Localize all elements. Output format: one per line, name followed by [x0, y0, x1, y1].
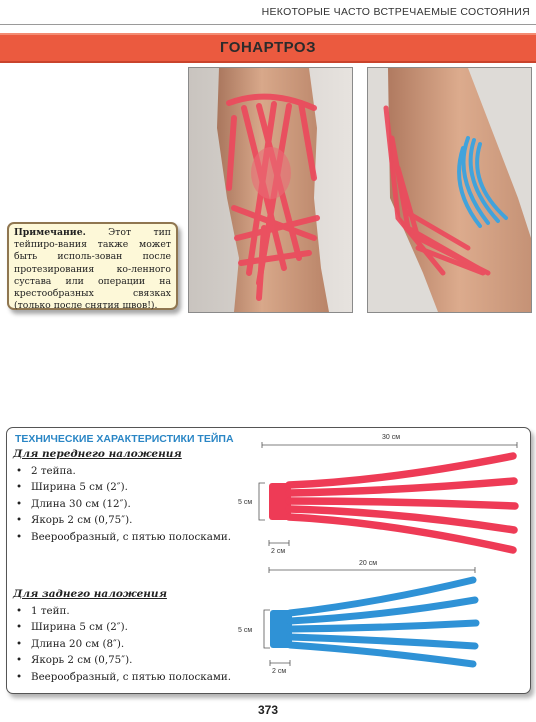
list-item: • Длина 20 см (8″). [13, 636, 231, 652]
list-item: • Ширина 5 см (2″). [13, 619, 231, 635]
running-head: НЕКОТОРЫЕ ЧАСТО ВСТРЕЧАЕМЫЕ СОСТОЯНИЯ [261, 6, 530, 18]
page-number: 373 [257, 703, 279, 717]
list-item: • Якорь 2 см (0,75″). [13, 652, 231, 668]
specs-title: ТЕХНИЧЕСКИЕ ХАРАКТЕРИСТИКИ ТЕЙПА [15, 433, 234, 445]
header-rule [0, 24, 536, 25]
back-anchor-label: 2 см [272, 668, 287, 675]
list-item: • Веерообразный, с пятью полосками. [13, 529, 231, 545]
tape-diagrams [7, 428, 530, 693]
front-tape-shape [269, 456, 515, 550]
title-band [0, 33, 536, 63]
note-text: Этот тип тейпиро-вания также может быть исполь-зован после протезирования ко-ленного сустава или операции на крестообразных связках (только после снятия швов!). [14, 227, 171, 312]
back-tape-shape [270, 580, 476, 664]
note-box [7, 222, 178, 310]
front-heading: Для переднего наложения [13, 448, 182, 460]
tape-specs-box [6, 427, 531, 694]
front-anchor-label: 2 см [271, 548, 286, 555]
list-item: • Веерообразный, с пятью полосками. [13, 669, 231, 685]
list-item: • Длина 30 см (12″). [13, 496, 231, 512]
back-width-label: 5 см [238, 627, 253, 634]
list-item: • Якорь 2 см (0,75″). [13, 512, 231, 528]
page-title: ГОНАРТРОЗ [220, 39, 316, 56]
back-length-label: 20 см [359, 560, 378, 567]
note-label: Примечание. [14, 227, 86, 238]
back-heading: Для заднего наложения [13, 588, 167, 600]
photo-front-knee [188, 67, 353, 313]
front-knee-illustration [189, 68, 352, 312]
side-knee-illustration [368, 68, 531, 312]
front-width-label: 5 см [238, 499, 253, 506]
list-item: • 1 тейп. [13, 603, 231, 619]
list-item: • Ширина 5 см (2″). [13, 479, 231, 495]
photo-side-knee [367, 67, 532, 313]
front-length-label: 30 см [382, 434, 401, 441]
list-item: • 2 тейпа. [13, 463, 231, 479]
